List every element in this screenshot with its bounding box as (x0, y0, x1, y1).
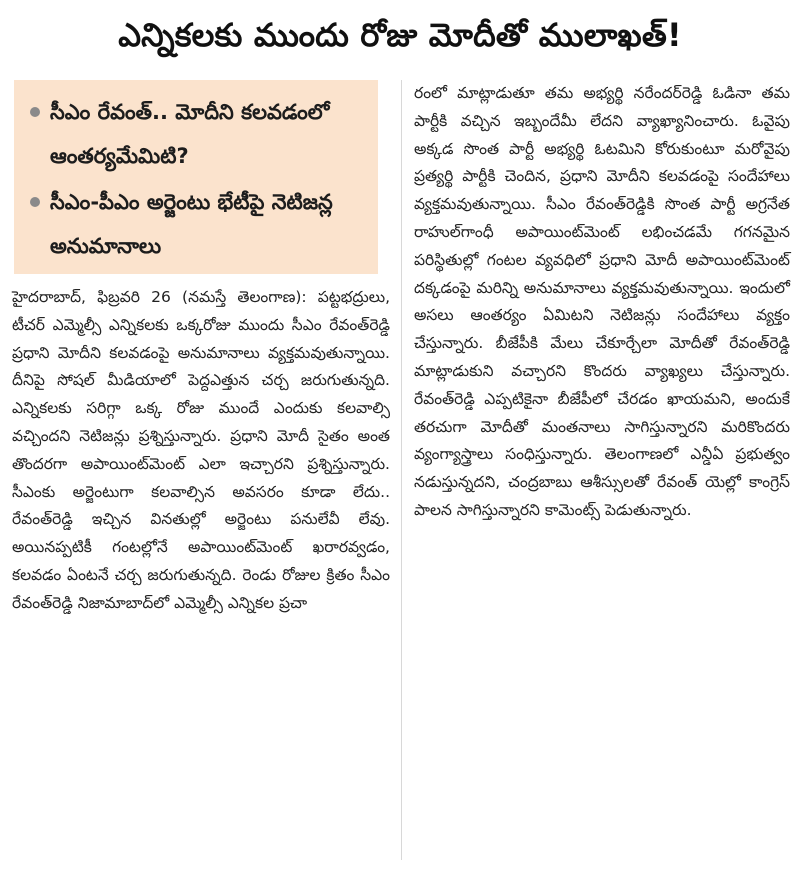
column-divider (401, 80, 402, 860)
subheadline-text: సీఎం-పీఎం అర్జెంటు భేటీపై నెటిజన్ల అనుమానాలు (50, 190, 333, 258)
subheadline-box (14, 80, 378, 274)
bullet-dot-icon (30, 197, 40, 207)
subheadline-item (30, 90, 372, 178)
subheadline-text: సీఎం రేవంత్.. మోదీని కలవడంలో ఆంతర్యమేమిటి? (50, 100, 330, 168)
subheadline-item (30, 180, 372, 268)
article-column-right: రంలో మాట్లాడుతూ తమ అభ్యర్థి నరేందర్‌రెడ్డి ఓడినా తమ పార్టీకి వచ్చిన ఇబ్బందేమీ లేదని వ్యాఖ్యానించారు. ఓవైపు అక్కడ సొంత పార్టీ అభ్యర్థి ఓటమిని కోరుకుంటూ మరోవైపు ప్రత్యర్థి పార్టీకి చెందిన, ప్రధాని మోదీని కలవడంపై సందేహాలు వ్యక్తమవుతున్నాయి. సీఎం రేవంత్‌రెడ్డికి సొంత పార్టీ అగ్రనేత రాహుల్‌గాంధీ అపాయింట్‌మెంట్ లభించడమే గగనమైన పరిస్థితుల్లో గంటల వ్యవధిలో ప్రధాని మోదీ అపాయింట్‌మెంట్ దక్కడంపై మరిన్ని అనుమానాలు వ్యక్తమవుతున్నాయి. ఇందులో అసలు ఆంతర్యం ఏమిటని నెటిజన్లు సందేహాలు వ్యక్తం చేస్తున్నారు. బీజేపీకి మేలు చేకూర్చేలా మోదీతో రేవంత్‌రెడ్డి మాట్లాడుకుని వచ్చారని కొందరు వ్యాఖ్యలు చేస్తున్నారు. రేవంత్‌రెడ్డి ఎప్పటికైనా బీజేపీలో చేరడం ఖాయమని, అందుకే తరచుగా మోదీతో మంతనాలు సాగిస్తున్నారని మరికొందరు వ్యంగ్యాస్త్రాలు సంధిస్తున్నారు. తెలంగాణలో ఎన్డీఏ ప్రభుత్వం నడుస్తున్నదని, చంద్రబాబు ఆశీస్సులతో రేవంత్ యెల్లో కాంగ్రెస్ పాలన సాగిస్తున్నారని కామెంట్స్ పెడుతున్నారు. (414, 84, 790, 519)
bullet-dot-icon (30, 107, 40, 117)
headline: ఎన్నికలకు ముందు రోజు మోదీతో ములాఖత్! (118, 16, 682, 54)
article-column-left: హైదరాబాద్, ఫిబ్రవరి 26 (నమస్తే తెలంగాణ): పట్టభద్రులు, టీచర్ ఎమ్మెల్సీ ఎన్నికలకు ఒక్కరోజు ముందు సీఎం రేవంత్‌రెడ్డి ప్రధాని మోదీని కలవడంపై అనుమానాలు వ్యక్తమవుతున్నాయి. దీనిపై సోషల్ మీడియాలో పెద్దఎత్తున చర్చ జరుగుతున్నది. ఎన్నికలకు సరిగ్గా ఒక్క రోజు ముందే ఎందుకు కలవాల్సి వచ్చిందని నెటిజన్లు ప్రశ్నిస్తున్నారు. ప్రధాని మోదీ సైతం అంత తొందరగా అపాయింట్‌మెంట్ ఎలా ఇచ్చారని ప్రశ్నిస్తున్నారు. సీఎంకు అర్జెంటుగా కలవాల్సిన అవసరం కూడా లేదు.. రేవంత్‌రెడ్డి ఇచ్చిన వినతుల్లో అర్జెంటు పనులేవీ లేవు. అయినప్పటికీ గంటల్లోనే అపాయింట్‌మెంట్ ఖరారవ్వడం, కలవడం ఏంటనే చర్చ జరుగుతున్నది. రెండు రోజుల క్రితం సీఎం రేవంత్‌రెడ్డి నిజామాబాద్‌లో ఎమ్మెల్సీ ఎన్నికల ప్రచా (12, 288, 390, 612)
